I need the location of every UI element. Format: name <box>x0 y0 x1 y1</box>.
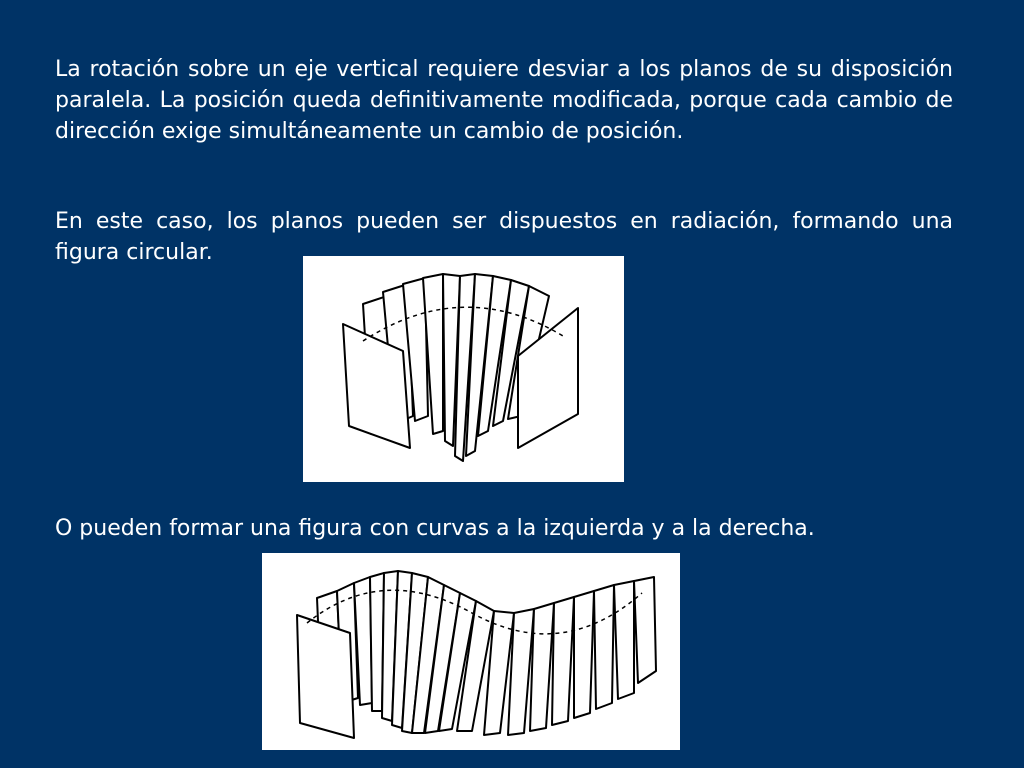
paragraph-curves: O pueden formar una figura con curvas a la izquierda y a la derecha. <box>55 516 815 541</box>
wave-planes-drawing <box>262 553 680 750</box>
wave-planes-figure <box>262 553 680 750</box>
paragraph-rotation: La rotación sobre un eje vertical requiere desviar a los planos de su disposición paralela. La posición queda definitivamente modificada, porque cada cambio de dirección exige simultáneamente un cambio de posición. <box>55 57 953 144</box>
paragraph-radiation: En este caso, los planos pueden ser dispuestos en radiación, formando una figura circular. <box>55 209 953 265</box>
radial-planes-figure <box>303 256 624 482</box>
radial-planes-drawing <box>303 256 624 482</box>
